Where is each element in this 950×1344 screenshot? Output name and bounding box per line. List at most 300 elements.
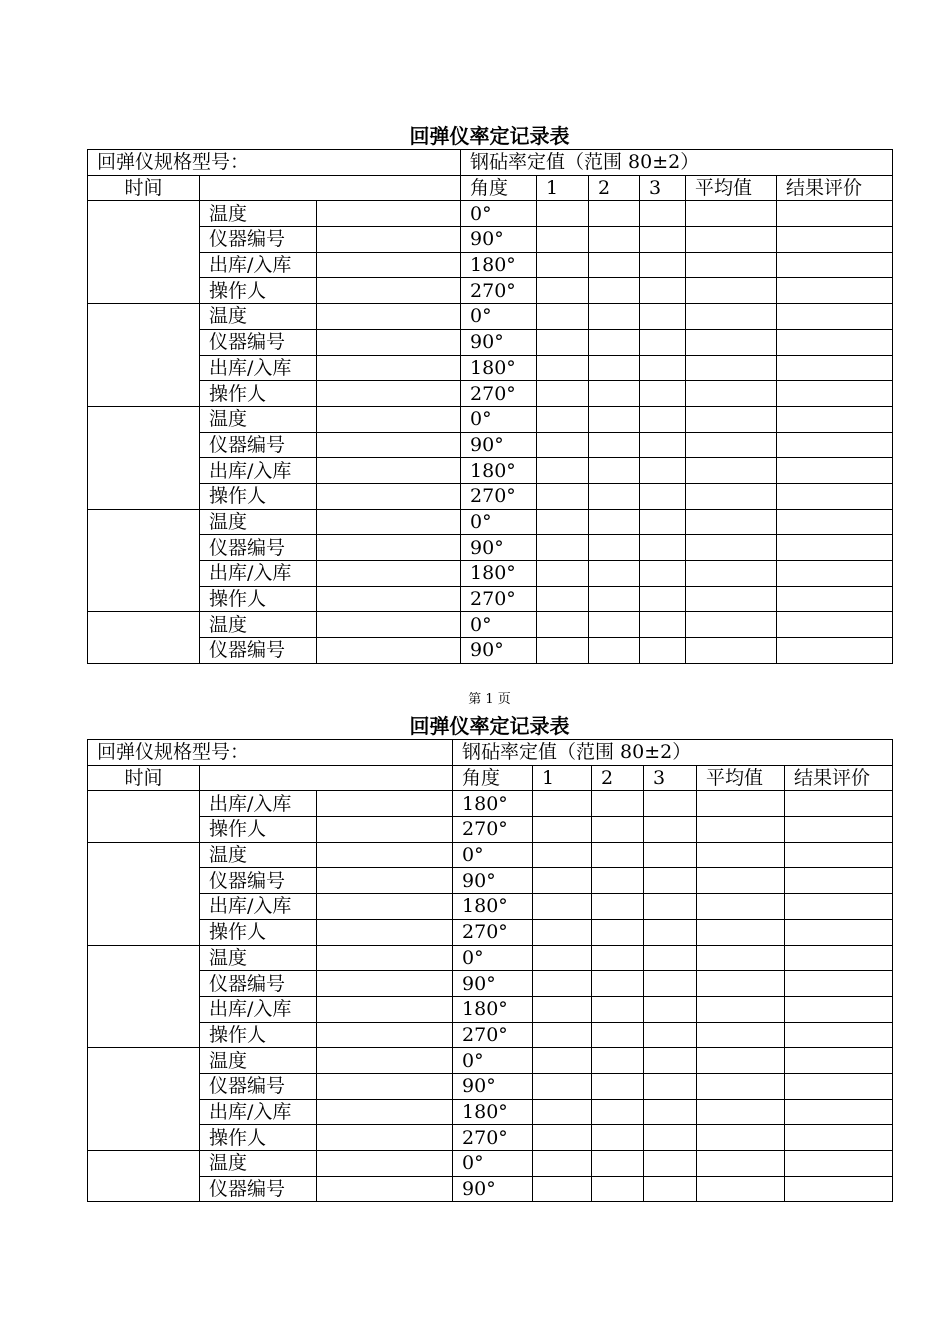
- table-row: [88, 304, 893, 330]
- reading-3-cell[interactable]: [640, 252, 686, 278]
- reading-2-cell[interactable]: [592, 1099, 644, 1125]
- average-cell[interactable]: [686, 304, 777, 330]
- reading-3-cell[interactable]: [640, 304, 686, 330]
- table-row: [88, 612, 893, 638]
- reading-2-cell[interactable]: [592, 1048, 644, 1074]
- reading-1-cell[interactable]: [537, 227, 589, 253]
- record-group-cell[interactable]: [88, 304, 200, 407]
- reading-1-cell[interactable]: [537, 458, 589, 484]
- result-cell[interactable]: [785, 842, 893, 868]
- field-value-cell[interactable]: [317, 329, 461, 355]
- reading-1-cell[interactable]: [533, 868, 592, 894]
- field-value-cell[interactable]: [317, 919, 453, 945]
- reading-2-cell[interactable]: [592, 996, 644, 1022]
- reading-1-cell[interactable]: [533, 1176, 592, 1202]
- field-label: 仪器编号: [200, 535, 317, 561]
- field-value-cell[interactable]: [317, 406, 461, 432]
- table-row: [88, 1022, 893, 1048]
- reading-3-cell[interactable]: [644, 1022, 697, 1048]
- reading-2-cell[interactable]: [589, 458, 640, 484]
- angle-cell: 90°: [461, 638, 537, 664]
- table-row: [88, 458, 893, 484]
- result-cell[interactable]: [777, 227, 893, 253]
- reading-2-cell[interactable]: [589, 201, 640, 227]
- result-cell[interactable]: [785, 919, 893, 945]
- angle-cell: 90°: [461, 329, 537, 355]
- field-label: 操作人: [200, 919, 317, 945]
- angle-cell: 0°: [461, 406, 537, 432]
- average-cell[interactable]: [697, 842, 785, 868]
- reading-3-cell[interactable]: [644, 1151, 697, 1177]
- reading-3-cell[interactable]: [640, 509, 686, 535]
- result-cell[interactable]: [785, 945, 893, 971]
- reading-1-cell[interactable]: [537, 355, 589, 381]
- average-header: 平均值: [697, 765, 785, 791]
- average-cell[interactable]: [697, 1073, 785, 1099]
- field-value-cell[interactable]: [317, 509, 461, 535]
- reading-1-cell[interactable]: [533, 817, 592, 843]
- average-cell[interactable]: [686, 227, 777, 253]
- record-group-cell[interactable]: [88, 791, 200, 842]
- reading-1-cell[interactable]: [537, 329, 589, 355]
- result-cell[interactable]: [777, 483, 893, 509]
- result-cell[interactable]: [785, 1176, 893, 1202]
- reading-3-cell[interactable]: [644, 842, 697, 868]
- reading-2-cell[interactable]: [589, 381, 640, 407]
- angle-cell: 90°: [453, 868, 533, 894]
- average-cell[interactable]: [697, 945, 785, 971]
- reading-3-cell[interactable]: [640, 432, 686, 458]
- field-value-cell[interactable]: [317, 868, 453, 894]
- reading-2-header: 2: [592, 765, 644, 791]
- table-row: [88, 791, 893, 817]
- angle-cell: 90°: [461, 535, 537, 561]
- average-cell[interactable]: [686, 201, 777, 227]
- average-cell[interactable]: [697, 971, 785, 997]
- field-label: 操作人: [200, 586, 317, 612]
- average-cell[interactable]: [697, 817, 785, 843]
- average-cell[interactable]: [686, 329, 777, 355]
- result-cell[interactable]: [785, 817, 893, 843]
- record-group-cell[interactable]: [88, 406, 200, 509]
- angle-cell: 180°: [461, 458, 537, 484]
- table-row: [88, 278, 893, 304]
- reading-2-cell[interactable]: [589, 483, 640, 509]
- table-row: [88, 817, 893, 843]
- reading-1-cell[interactable]: [533, 842, 592, 868]
- reading-3-cell[interactable]: [644, 945, 697, 971]
- reading-2-cell[interactable]: [592, 868, 644, 894]
- result-cell[interactable]: [777, 561, 893, 587]
- field-value-cell[interactable]: [317, 1151, 453, 1177]
- reading-3-cell[interactable]: [644, 817, 697, 843]
- reading-2-cell[interactable]: [589, 586, 640, 612]
- reading-1-cell[interactable]: [533, 919, 592, 945]
- field-value-cell[interactable]: [317, 561, 461, 587]
- average-cell[interactable]: [697, 1176, 785, 1202]
- result-cell[interactable]: [777, 638, 893, 664]
- field-value-cell[interactable]: [317, 355, 461, 381]
- reading-2-cell[interactable]: [592, 1176, 644, 1202]
- field-label: 操作人: [200, 278, 317, 304]
- angle-cell: 90°: [453, 971, 533, 997]
- reading-1-cell[interactable]: [533, 945, 592, 971]
- result-cell[interactable]: [777, 406, 893, 432]
- reading-3-header: 3: [644, 765, 697, 791]
- reading-2-cell[interactable]: [589, 278, 640, 304]
- angle-cell: 0°: [461, 612, 537, 638]
- field-value-cell[interactable]: [317, 612, 461, 638]
- reading-2-header: 2: [589, 175, 640, 201]
- reading-2-cell[interactable]: [592, 1022, 644, 1048]
- result-cell[interactable]: [777, 278, 893, 304]
- reading-1-cell[interactable]: [537, 406, 589, 432]
- reading-1-cell[interactable]: [537, 201, 589, 227]
- reading-1-cell[interactable]: [537, 252, 589, 278]
- reading-3-cell[interactable]: [640, 638, 686, 664]
- average-cell[interactable]: [697, 1151, 785, 1177]
- field-label: 温度: [200, 842, 317, 868]
- angle-cell: 90°: [461, 432, 537, 458]
- result-cell[interactable]: [777, 355, 893, 381]
- average-cell[interactable]: [697, 1048, 785, 1074]
- field-label: 出库/入库: [200, 252, 317, 278]
- reading-1-header: 1: [537, 175, 589, 201]
- angle-cell: 270°: [461, 381, 537, 407]
- field-value-cell[interactable]: [317, 1125, 453, 1151]
- table-row: [88, 1048, 893, 1074]
- reading-2-cell[interactable]: [592, 817, 644, 843]
- result-cell[interactable]: [785, 1125, 893, 1151]
- average-cell[interactable]: [686, 278, 777, 304]
- average-cell[interactable]: [686, 381, 777, 407]
- reading-2-cell[interactable]: [592, 1151, 644, 1177]
- angle-header: 角度: [461, 175, 537, 201]
- result-cell[interactable]: [785, 791, 893, 817]
- result-cell[interactable]: [785, 1151, 893, 1177]
- field-label: 出库/入库: [200, 355, 317, 381]
- average-cell[interactable]: [686, 638, 777, 664]
- reading-2-cell[interactable]: [589, 535, 640, 561]
- reading-2-cell[interactable]: [592, 919, 644, 945]
- reading-1-cell[interactable]: [533, 1073, 592, 1099]
- reading-2-cell[interactable]: [589, 304, 640, 330]
- reading-3-cell[interactable]: [644, 996, 697, 1022]
- average-cell[interactable]: [686, 561, 777, 587]
- record-group-cell[interactable]: [88, 945, 200, 1048]
- result-header: 结果评价: [777, 175, 893, 201]
- average-cell[interactable]: [697, 868, 785, 894]
- average-cell[interactable]: [686, 612, 777, 638]
- angle-cell: 0°: [461, 304, 537, 330]
- field-value-cell[interactable]: [317, 381, 461, 407]
- reading-3-cell[interactable]: [640, 535, 686, 561]
- anvil-value-label: 钢砧率定值（范围 80±2）: [453, 740, 893, 766]
- field-value-cell[interactable]: [317, 894, 453, 920]
- average-cell[interactable]: [686, 509, 777, 535]
- reading-2-cell[interactable]: [589, 432, 640, 458]
- reading-1-cell[interactable]: [537, 483, 589, 509]
- reading-1-cell[interactable]: [533, 971, 592, 997]
- field-value-cell[interactable]: [317, 201, 461, 227]
- field-label: 出库/入库: [200, 1099, 317, 1125]
- field-label: 出库/入库: [200, 894, 317, 920]
- table-row: [88, 227, 893, 253]
- field-value-cell[interactable]: [317, 227, 461, 253]
- reading-2-cell[interactable]: [589, 612, 640, 638]
- average-cell[interactable]: [697, 1022, 785, 1048]
- average-cell[interactable]: [697, 996, 785, 1022]
- reading-3-cell[interactable]: [640, 586, 686, 612]
- table-row: [88, 842, 893, 868]
- result-cell[interactable]: [777, 432, 893, 458]
- result-cell[interactable]: [785, 1073, 893, 1099]
- reading-3-cell[interactable]: [640, 612, 686, 638]
- angle-cell: 0°: [461, 201, 537, 227]
- result-cell[interactable]: [777, 509, 893, 535]
- reading-1-cell[interactable]: [533, 1099, 592, 1125]
- reading-3-cell[interactable]: [644, 791, 697, 817]
- average-cell[interactable]: [697, 1125, 785, 1151]
- reading-3-cell[interactable]: [644, 971, 697, 997]
- reading-2-cell[interactable]: [592, 1073, 644, 1099]
- reading-3-cell[interactable]: [640, 355, 686, 381]
- time-value-cell[interactable]: [200, 175, 461, 201]
- reading-3-cell[interactable]: [644, 1125, 697, 1151]
- field-value-cell[interactable]: [317, 458, 461, 484]
- field-value-cell[interactable]: [317, 1073, 453, 1099]
- field-value-cell[interactable]: [317, 996, 453, 1022]
- angle-cell: 270°: [453, 1125, 533, 1151]
- average-cell[interactable]: [686, 458, 777, 484]
- field-value-cell[interactable]: [317, 304, 461, 330]
- result-cell[interactable]: [777, 201, 893, 227]
- reading-1-cell[interactable]: [537, 535, 589, 561]
- field-value-cell[interactable]: [317, 1099, 453, 1125]
- field-label: 温度: [200, 1151, 317, 1177]
- average-cell[interactable]: [686, 586, 777, 612]
- record-group-cell[interactable]: [88, 612, 200, 663]
- reading-3-cell[interactable]: [640, 329, 686, 355]
- result-cell[interactable]: [777, 458, 893, 484]
- field-label: 操作人: [200, 483, 317, 509]
- angle-cell: 180°: [461, 561, 537, 587]
- angle-cell: 180°: [453, 1099, 533, 1125]
- reading-3-cell[interactable]: [644, 894, 697, 920]
- field-label: 仪器编号: [200, 227, 317, 253]
- reading-3-cell[interactable]: [644, 919, 697, 945]
- field-value-cell[interactable]: [317, 432, 461, 458]
- reading-1-cell[interactable]: [533, 1151, 592, 1177]
- field-label: 温度: [200, 945, 317, 971]
- reading-3-cell[interactable]: [644, 1073, 697, 1099]
- field-label: 出库/入库: [200, 458, 317, 484]
- reading-2-cell[interactable]: [589, 509, 640, 535]
- angle-cell: 270°: [453, 1022, 533, 1048]
- average-cell[interactable]: [686, 355, 777, 381]
- result-cell[interactable]: [785, 894, 893, 920]
- field-value-cell[interactable]: [317, 1048, 453, 1074]
- field-value-cell[interactable]: [317, 791, 453, 817]
- calibration-table: [87, 149, 893, 664]
- reading-2-cell[interactable]: [592, 945, 644, 971]
- reading-2-cell[interactable]: [592, 1125, 644, 1151]
- average-cell[interactable]: [697, 1099, 785, 1125]
- reading-3-cell[interactable]: [644, 1048, 697, 1074]
- result-cell[interactable]: [777, 329, 893, 355]
- reading-3-cell[interactable]: [644, 1099, 697, 1125]
- time-header: 时间: [88, 175, 200, 201]
- table-row: [88, 996, 893, 1022]
- field-label: 仪器编号: [200, 329, 317, 355]
- result-cell[interactable]: [777, 252, 893, 278]
- reading-3-cell[interactable]: [640, 561, 686, 587]
- table-row: [88, 894, 893, 920]
- reading-1-cell[interactable]: [533, 894, 592, 920]
- average-cell[interactable]: [686, 432, 777, 458]
- result-cell[interactable]: [777, 381, 893, 407]
- average-cell[interactable]: [686, 535, 777, 561]
- field-value-cell[interactable]: [317, 842, 453, 868]
- reading-3-cell[interactable]: [644, 868, 697, 894]
- reading-2-cell[interactable]: [589, 406, 640, 432]
- angle-cell: 270°: [453, 817, 533, 843]
- table-row: [88, 432, 893, 458]
- reading-2-cell[interactable]: [589, 329, 640, 355]
- field-value-cell[interactable]: [317, 638, 461, 664]
- average-cell[interactable]: [686, 483, 777, 509]
- angle-cell: 180°: [461, 252, 537, 278]
- result-cell[interactable]: [777, 535, 893, 561]
- table-row: [88, 252, 893, 278]
- table-row: [88, 561, 893, 587]
- time-value-cell[interactable]: [200, 765, 453, 791]
- reading-1-cell[interactable]: [537, 638, 589, 664]
- reading-1-cell[interactable]: [537, 432, 589, 458]
- reading-2-cell[interactable]: [592, 894, 644, 920]
- field-label: 仪器编号: [200, 971, 317, 997]
- field-label: 操作人: [200, 1125, 317, 1151]
- record-group-cell[interactable]: [88, 1048, 200, 1151]
- average-cell[interactable]: [686, 406, 777, 432]
- table-row: [88, 509, 893, 535]
- result-cell[interactable]: [785, 971, 893, 997]
- reading-3-cell[interactable]: [640, 278, 686, 304]
- average-cell[interactable]: [686, 252, 777, 278]
- reading-2-cell[interactable]: [592, 842, 644, 868]
- result-cell[interactable]: [777, 612, 893, 638]
- reading-3-cell[interactable]: [640, 227, 686, 253]
- reading-3-cell[interactable]: [640, 483, 686, 509]
- field-label: 出库/入库: [200, 561, 317, 587]
- field-value-cell[interactable]: [317, 535, 461, 561]
- field-label: 仪器编号: [200, 638, 317, 664]
- table-row: [88, 381, 893, 407]
- record-group-cell[interactable]: [88, 842, 200, 945]
- average-cell[interactable]: [697, 791, 785, 817]
- reading-3-cell[interactable]: [644, 1176, 697, 1202]
- angle-cell: 270°: [461, 278, 537, 304]
- field-label: 操作人: [200, 381, 317, 407]
- angle-cell: 180°: [461, 355, 537, 381]
- angle-cell: 0°: [453, 1048, 533, 1074]
- field-value-cell[interactable]: [317, 1176, 453, 1202]
- field-value-cell[interactable]: [317, 1022, 453, 1048]
- angle-cell: 180°: [453, 791, 533, 817]
- table-row: [88, 1073, 893, 1099]
- reading-2-cell[interactable]: [589, 252, 640, 278]
- record-group-cell[interactable]: [88, 509, 200, 612]
- spec-model-label: 回弹仪规格型号：: [88, 150, 461, 176]
- reading-1-cell[interactable]: [533, 1022, 592, 1048]
- field-value-cell[interactable]: [317, 971, 453, 997]
- angle-cell: 90°: [453, 1176, 533, 1202]
- field-value-cell[interactable]: [317, 586, 461, 612]
- table-row: [88, 329, 893, 355]
- record-group-cell[interactable]: [88, 201, 200, 304]
- reading-1-cell[interactable]: [537, 304, 589, 330]
- result-cell[interactable]: [777, 304, 893, 330]
- field-label: 温度: [200, 304, 317, 330]
- reading-1-cell[interactable]: [537, 612, 589, 638]
- average-header: 平均值: [686, 175, 777, 201]
- table-row: [88, 586, 893, 612]
- record-group-cell[interactable]: [88, 1151, 200, 1202]
- reading-1-cell[interactable]: [533, 996, 592, 1022]
- reading-2-cell[interactable]: [589, 638, 640, 664]
- result-cell[interactable]: [785, 996, 893, 1022]
- time-header: 时间: [88, 765, 200, 791]
- result-cell[interactable]: [785, 1099, 893, 1125]
- reading-1-cell[interactable]: [537, 561, 589, 587]
- field-value-cell[interactable]: [317, 945, 453, 971]
- average-cell[interactable]: [697, 919, 785, 945]
- field-value-cell[interactable]: [317, 483, 461, 509]
- reading-2-cell[interactable]: [592, 791, 644, 817]
- average-cell[interactable]: [697, 894, 785, 920]
- reading-3-cell[interactable]: [640, 201, 686, 227]
- reading-2-cell[interactable]: [589, 561, 640, 587]
- reading-1-cell[interactable]: [533, 1125, 592, 1151]
- table-row: [88, 919, 893, 945]
- reading-1-cell[interactable]: [537, 381, 589, 407]
- field-value-cell[interactable]: [317, 252, 461, 278]
- result-cell[interactable]: [785, 1048, 893, 1074]
- result-cell[interactable]: [785, 1022, 893, 1048]
- result-cell[interactable]: [785, 868, 893, 894]
- reading-1-cell[interactable]: [533, 1048, 592, 1074]
- calibration-table: [87, 739, 893, 1202]
- reading-2-cell[interactable]: [589, 355, 640, 381]
- reading-2-cell[interactable]: [592, 971, 644, 997]
- reading-1-cell[interactable]: [537, 586, 589, 612]
- reading-3-cell[interactable]: [640, 458, 686, 484]
- field-value-cell[interactable]: [317, 817, 453, 843]
- reading-1-cell[interactable]: [533, 791, 592, 817]
- field-label: 出库/入库: [200, 996, 317, 1022]
- reading-2-cell[interactable]: [589, 227, 640, 253]
- result-cell[interactable]: [777, 586, 893, 612]
- reading-1-cell[interactable]: [537, 509, 589, 535]
- reading-3-cell[interactable]: [640, 381, 686, 407]
- reading-1-cell[interactable]: [537, 278, 589, 304]
- field-label: 温度: [200, 509, 317, 535]
- angle-cell: 0°: [453, 945, 533, 971]
- table-row: [88, 355, 893, 381]
- field-value-cell[interactable]: [317, 278, 461, 304]
- reading-3-cell[interactable]: [640, 406, 686, 432]
- reading-3-header: 3: [640, 175, 686, 201]
